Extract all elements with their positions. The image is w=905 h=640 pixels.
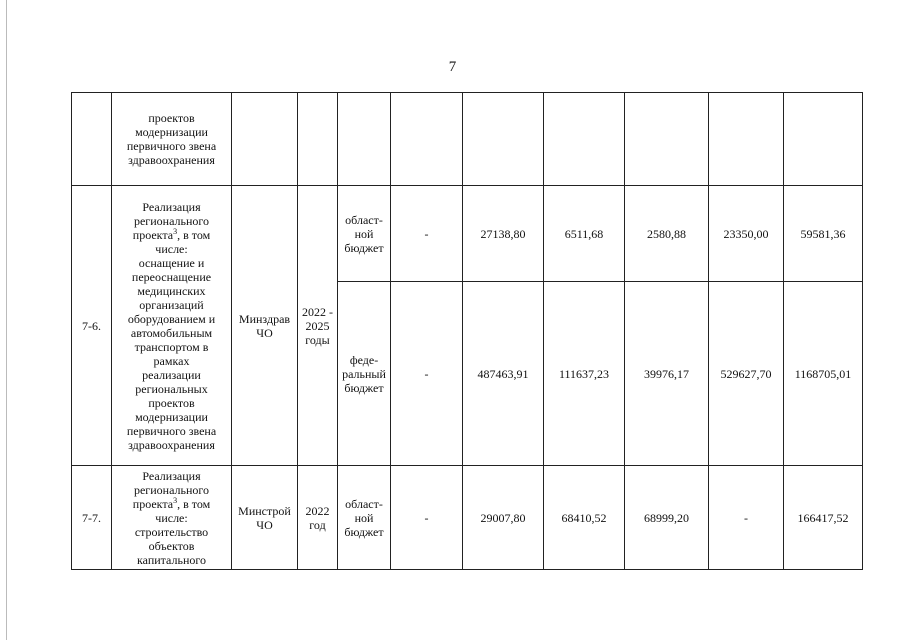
cell-value: - bbox=[709, 466, 784, 570]
cell-value bbox=[391, 93, 463, 186]
desc-line: строительство bbox=[134, 524, 209, 539]
desc-line: автомобильным bbox=[130, 325, 213, 340]
desc-line: первичного звена bbox=[126, 423, 217, 438]
cell-source: област-ной бюджет bbox=[338, 186, 391, 282]
cell-value: 6511,68 bbox=[544, 186, 625, 282]
cell-period bbox=[298, 93, 338, 186]
cell-value: 1168705,01 bbox=[784, 282, 863, 466]
cell-description bbox=[112, 93, 232, 186]
cell-value bbox=[625, 93, 709, 186]
cell-source bbox=[338, 93, 391, 186]
desc-line: здравоохранения bbox=[128, 437, 215, 452]
cell-value: 2580,88 bbox=[625, 186, 709, 282]
desc-line: проектов bbox=[148, 111, 195, 125]
desc-line: переоснащение bbox=[131, 269, 212, 284]
cell-value bbox=[544, 93, 625, 186]
desc-line: регионального bbox=[133, 482, 210, 497]
cell-description bbox=[112, 186, 232, 466]
desc-line: оснащение и bbox=[138, 255, 205, 270]
table-row-continuation bbox=[72, 93, 863, 186]
cell-value: - bbox=[391, 186, 463, 282]
desc-line: модернизации bbox=[135, 125, 208, 139]
desc-line: числе: bbox=[155, 241, 188, 256]
footnote-mark: 3 bbox=[173, 226, 178, 236]
desc-line: медицинских bbox=[137, 283, 206, 298]
page-number: 7 bbox=[448, 59, 457, 75]
cell-source: област-ной бюджет bbox=[338, 466, 391, 570]
cell-period: 2022 - 2025 годы bbox=[298, 186, 338, 466]
cell-period: 2022 год bbox=[298, 466, 338, 570]
cell-number bbox=[72, 93, 112, 186]
cell-value: 111637,23 bbox=[544, 282, 625, 466]
cell-value: 27138,80 bbox=[463, 186, 544, 282]
desc-line: числе: bbox=[155, 510, 188, 525]
table-row-7-7 bbox=[72, 466, 863, 570]
cell-value bbox=[784, 93, 863, 186]
cell-value: - bbox=[391, 282, 463, 466]
desc-line: региональных bbox=[135, 381, 208, 396]
desc-line: Реализация bbox=[142, 199, 201, 214]
cell-value: 59581,36 bbox=[784, 186, 863, 282]
cell-value: 23350,00 bbox=[709, 186, 784, 282]
cell-executor: Минстрой ЧО bbox=[232, 466, 298, 570]
cell-number: 7-7. bbox=[72, 466, 112, 570]
cell-value: - bbox=[391, 466, 463, 570]
table-row-7-6-regional bbox=[72, 186, 863, 282]
desc-line: Реализация bbox=[142, 468, 201, 483]
desc-line: капитального bbox=[137, 552, 206, 567]
footnote-mark: 3 bbox=[173, 495, 178, 505]
cell-value: 39976,17 bbox=[625, 282, 709, 466]
desc-line: проекта$^3$, в том bbox=[132, 226, 211, 242]
budget-table bbox=[71, 92, 863, 570]
cell-executor bbox=[232, 93, 298, 186]
cell-executor: Минздрав ЧО bbox=[232, 186, 298, 466]
page-edge-line bbox=[6, 0, 7, 640]
cell-value: 166417,52 bbox=[784, 466, 863, 570]
cell-value: 529627,70 bbox=[709, 282, 784, 466]
cell-value: 29007,80 bbox=[463, 466, 544, 570]
desc-line: проекта$^3$, в том bbox=[132, 495, 211, 511]
cell-value: 68999,20 bbox=[625, 466, 709, 570]
cell-source: феде-ральный бюджет bbox=[338, 282, 391, 466]
desc-line: оборудованием и bbox=[127, 311, 216, 326]
desc-line: проектов bbox=[148, 395, 195, 410]
cell-value: 487463,91 bbox=[463, 282, 544, 466]
desc-line: здравоохранения bbox=[128, 153, 215, 167]
desc-line: рамках bbox=[153, 353, 190, 368]
cell-value: 68410,52 bbox=[544, 466, 625, 570]
desc-line: регионального bbox=[133, 213, 210, 228]
desc-line: реализации bbox=[142, 367, 201, 382]
desc-line: транспортом в bbox=[134, 339, 209, 354]
cell-value bbox=[463, 93, 544, 186]
desc-line: модернизации bbox=[135, 409, 208, 424]
cell-number: 7-6. bbox=[72, 186, 112, 466]
cell-value bbox=[709, 93, 784, 186]
desc-line: первичного звена bbox=[126, 139, 217, 153]
cell-description bbox=[112, 466, 232, 570]
desc-line: организаций bbox=[139, 297, 204, 312]
desc-line: объектов bbox=[148, 538, 195, 553]
